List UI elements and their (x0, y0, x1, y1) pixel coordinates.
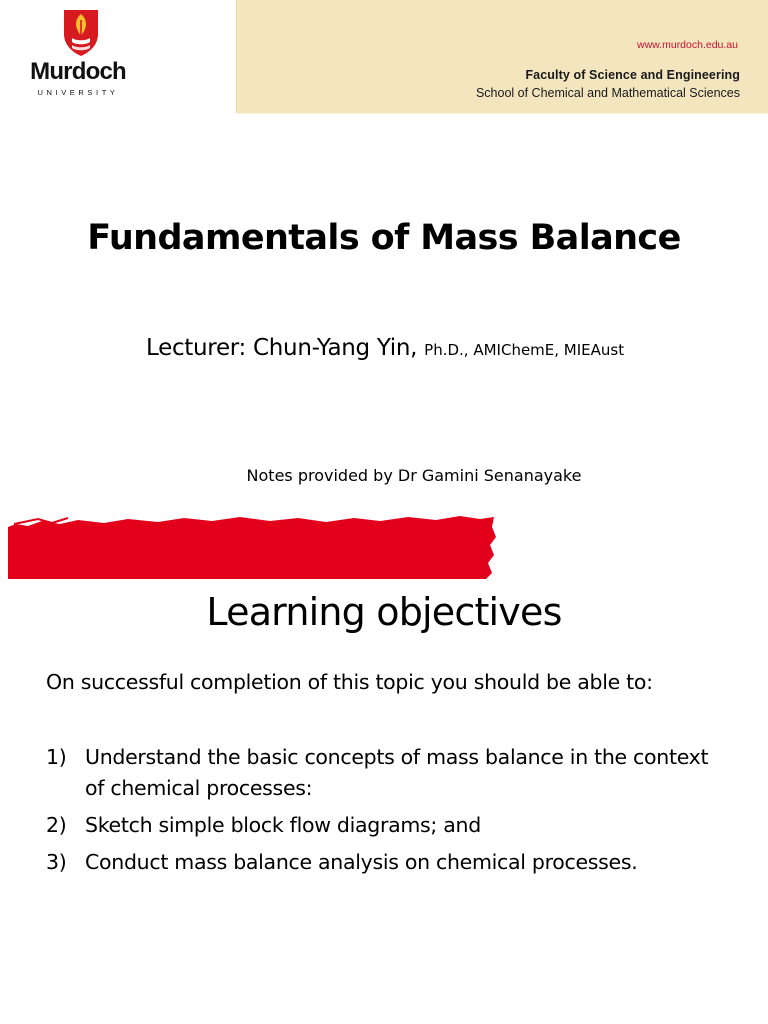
faculty-name: Faculty of Science and Engineering (525, 68, 740, 82)
red-brush-divider (8, 515, 498, 579)
university-logo (18, 8, 138, 103)
website-link[interactable]: www.murdoch.edu.au (637, 39, 738, 51)
list-item (46, 810, 726, 841)
objectives-intro: On successful completion of this topic you should be able to: (46, 670, 653, 694)
lecturer-line (146, 335, 624, 361)
lecturer-qualifications: Ph.D., AMIChemE, MIEAust (424, 341, 625, 359)
logo-wordmark: Murdoch (30, 58, 126, 85)
list-item-number: 3) (46, 850, 67, 874)
logo-university-label: UNIVERSITY (37, 88, 119, 97)
list-item-text: Conduct mass balance analysis on chemical processes. (85, 850, 638, 874)
notes-credit: Notes provided by Dr Gamini Senanayake (246, 466, 582, 485)
lecturer-name: Lecturer: Chun-Yang Yin, (146, 335, 425, 361)
school-name: School of Chemical and Mathematical Sciences (475, 86, 740, 100)
murdoch-crest-icon (62, 8, 100, 58)
objectives-list (46, 742, 726, 884)
slide-title: Fundamentals of Mass Balance (87, 218, 681, 258)
list-item-text: Understand the basic concepts of mass balance in the context of chemical processes: (85, 745, 709, 800)
list-item (46, 847, 726, 878)
list-item-number: 2) (46, 813, 67, 837)
list-item (46, 742, 726, 804)
objectives-title: Learning objectives (206, 590, 562, 634)
list-item-text: Sketch simple block flow diagrams; and (85, 813, 481, 837)
list-item-number: 1) (46, 745, 67, 769)
